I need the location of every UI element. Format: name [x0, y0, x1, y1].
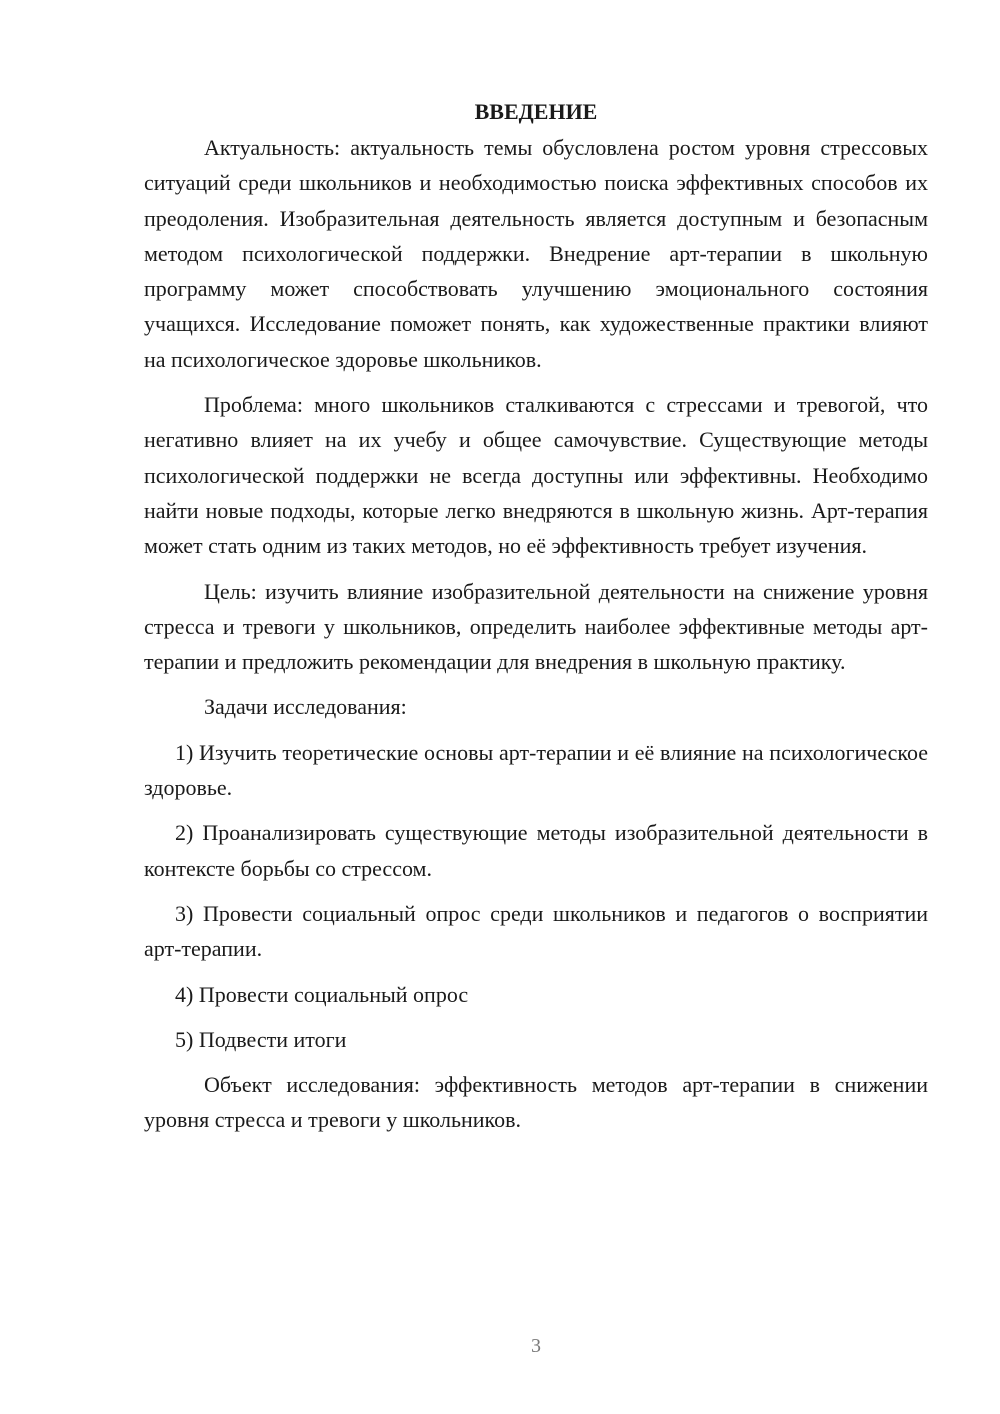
page-number: 3: [531, 1335, 541, 1357]
object-paragraph: Объект исследования: эффективность методов арт-терапии в снижении уровня стресса и тревоги у школьников.: [144, 1072, 928, 1133]
relevance-paragraph: Актуальность: актуальность темы обусловлена ростом уровня стрессовых ситуаций среди школьников и необходимостью поиска эффективных способов их преодоления. Изобразительная деятельность является доступным и безопасным методом психологической поддержки. Внедрение арт-терапии в школьную программу может способствовать улучшению эмоционального состояния учащихся. Исследование поможет понять, как художественные практики влияют на психологическое здоровье школьников.: [144, 135, 928, 372]
problem-paragraph: Проблема: много школьников сталкиваются с стрессами и тревогой, что негативно влияет на их учебу и общее самочувствие. Существующие методы психологической поддержки не всегда доступны или эффективны. Необходимо найти новые подходы, которые легко внедряются в школьную жизнь. Арт-терапия может стать одним из таких методов, но её эффективность требует изучения.: [144, 392, 928, 559]
task-item-2: 2) Проанализировать существующие методы изобразительной деятельности в контексте борьбы со стрессом.: [144, 820, 928, 881]
page-content: [144, 94, 928, 1148]
task-item-1: 1) Изучить теоретические основы арт-терапии и её влияние на психологическое здоровье.: [144, 739, 928, 801]
task-item-3: 3) Провести социальный опрос среди школьников и педагогов о восприятии арт-терапии.: [144, 900, 928, 962]
task-item-4: 4) Провести социальный опрос: [175, 981, 469, 1007]
page-title: ВВЕДЕНИЕ: [474, 99, 598, 124]
tasks-heading: Задачи исследования:: [204, 694, 407, 720]
task-item-5: 5) Подвести итоги: [175, 1026, 347, 1052]
goal-paragraph: Цель: изучить влияние изобразительной деятельности на снижение уровня стресса и тревоги у школьников, определить наиболее эффективные методы арт-терапии и предложить рекомендации для внедрения в школьную практику.: [144, 578, 928, 675]
